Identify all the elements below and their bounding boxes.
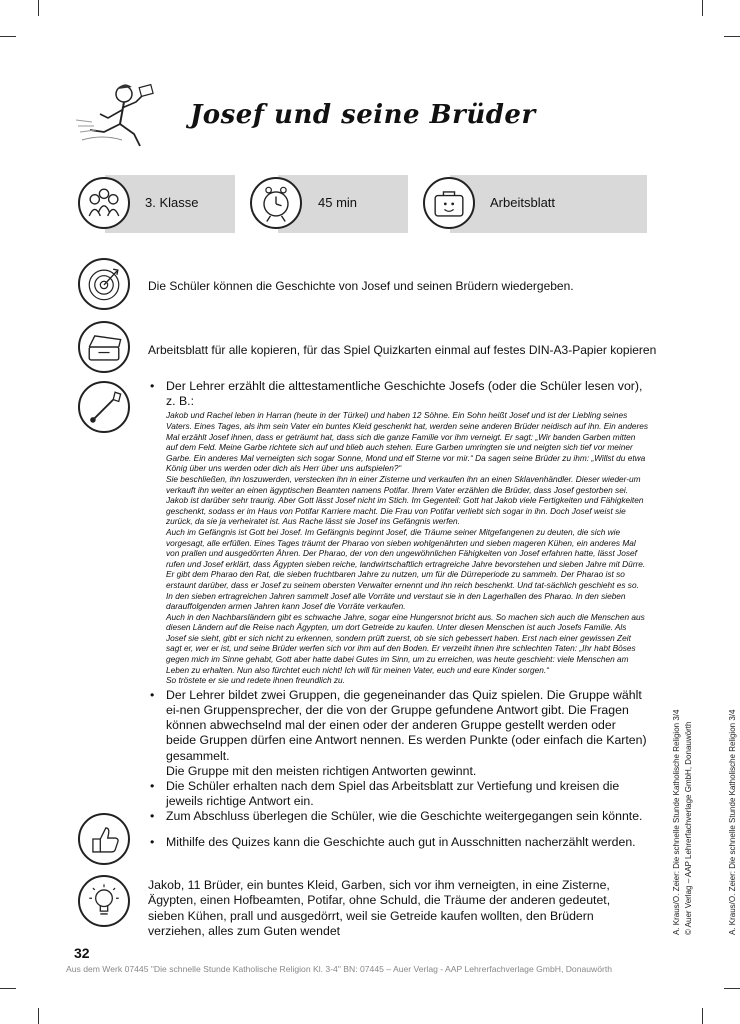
target-icon — [78, 258, 130, 310]
crop-mark — [38, 0, 39, 16]
side-credit-publisher: © Auer Verlag – AAP Lehrerfachverlage GmbH, Donauwörth — [684, 721, 693, 935]
open-case-icon — [78, 321, 130, 373]
story-paragraph: Auch in den Nachbarsländern gibt es schwache Jahre, sogar eine Hungersnot bricht aus. So machen sich auch die Menschen aus diesen Ländern auf die Reise nach Ägypten, um dort Getreide zu kaufen. Unter diesen Menschen ist auch Josefs Familie. Als Josef sie sieht, gibt er sich nicht zu erkennen, sondern prüft zuerst, ob sie sich gebessert haben. Erst nach einer gewissen Zeit sagt er, wer er ist, und seine Brüder werfen sich vor ihm auf den Boden. Er verzeiht ihnen ihre schlechten Taten: „Ihr habt Böses gegen mich im Sinne gehabt, Gott aber hatte dabei Gutes im Sinn, um zu erreichen, was heute geschieht: viele Menschen am Leben zu erhalten. Nun also fürchtet euch nicht! Ich will für meinen Vater, euch und eure Kinder sorgen.“ — [166, 611, 645, 675]
josef-story — [148, 410, 648, 685]
duration-label: 45 min — [318, 195, 358, 210]
procedure-step-2 — [148, 688, 648, 779]
thumbs-up-icon — [78, 813, 130, 865]
side-credit-outer: A. Kraus/O. Zeier: Die schnelle Stunde Katholische Religion 3/4 — [728, 709, 737, 935]
procedure-step-2-text: Der Lehrer bildet zwei Gruppen, die gegeneinander das Quiz spielen. Die Gruppe wählt ei-nen Gruppensprecher, der die von der Gruppe gefundene Antwort gibt. Die Fragen können abwechselnd mal der einen oder der anderen Gruppe gestellt werden oder beide Gruppen dürfen eine Antwort nennen. Es werden Punkte (oder einfach die Karten) gesammelt. — [166, 687, 647, 763]
story-paragraph: Auch im Gefängnis ist Gott bei Josef. Im Gefängnis beginnt Josef, die Träume seiner Mitgefangenen zu deuten, die sich wie vorgesagt, alle erfüllen. Eines Tages träumt der Pharao von sieben wohlgenährten und sieben mageren Kühen, ein anderes Mal von prallen und ausgedörrten Ähren. Der Pharao, der von den ungewöhnlichen Fähigkeiten von Josef erfahren hatte, lässt Josef rufen und Josef erklärt, dass Ägypten sieben reiche, landwirtschaftlich ertragreiche Jahre bevorstehen und sieben Jahre mit Dürre. Er gibt dem Pharao den Rat, die sieben fruchtbaren Jahre zu nutzen, um für die Dürreperiode zu sammeln. Der Pharao ist so erstaunt darüber, dass er Josef zu seinem obersten Verwalter ernennt und ihn reich beschenkt. Und tat-sächlich geschieht es so. In den sieben ertragreichen Jahren sammelt Josef alle Vorräte und verstaut sie in den Lagerhallen des Pharao. In den sieben darauffolgenden armen Jahren kann Josef die Vorräte verkaufen. — [166, 526, 646, 612]
procedure-step-3: • Die Schüler erhalten nach dem Spiel das Arbeitsblatt zur Vertiefung und kreisen die jeweils richtige Antwort ein. — [148, 779, 648, 809]
clock-icon — [250, 177, 302, 229]
crop-mark — [0, 36, 16, 37]
key-words: Jakob, 11 Brüder, ein buntes Kleid, Garben, sich vor ihm verneigten, in eine Zisterne, Ägypten, einen Hofbeamten, Potifar, ohne Schuld, die Träume der anderen gedeutet, sieben Kühen, prall und ausgedörrt, weil sie Getreide kaufen wollten, den Brüdern verziehen, alles zum Guten wendet — [148, 878, 611, 939]
page-title: Josef und seine Brüder — [190, 100, 536, 130]
grade-label: 3. Klasse — [145, 195, 199, 210]
procedure-step-1: • Der Lehrer erzählt die alttestamentliche Geschichte Josefs (oder die Schüler lesen vor), z. B.: — [148, 379, 648, 409]
crop-mark — [0, 988, 16, 989]
briefcase-icon — [423, 177, 475, 229]
story-paragraph: Jakob und Rachel leben in Harran (heute in der Türkei) und haben 12 Söhne. Ein Sohn heißt Josef und ist der Liebling seines Vaters. Eines Tages, als ihm sein Vater ein buntes Kleid geschenkt hat, werden seine anderen Brüder neidisch auf ihn. Ein anderes Mal erzählt Josef ihnen, dass er geträumt hat, dass sich die ganze Familie vor ihm verneigt. Er sagt: „Wir banden Garben mitten auf dem Feld. Meine Garbe richtete sich auf und blieb auch stehen. Eure Garben umringten sie und neigten sich tief vor meiner Garbe. Ein anderes Mal verneigten sich sogar Sonne, Mond und elf Sterne vor mir.“ Da sagen seine Brüder zu ihm: „Willst du etwa König über uns werden oder dich als Herr über uns aufspielen?“ — [166, 410, 648, 474]
crop-mark — [702, 0, 703, 16]
materials-text: Arbeitsblatt für alle kopieren, für das Spiel Quizkarten einmal auf festes DIN-A3-Papier kopieren — [148, 343, 657, 357]
children-icon — [78, 177, 130, 229]
material-box — [450, 175, 647, 233]
running-boy-illustration — [74, 80, 174, 154]
dart-icon — [78, 381, 130, 433]
procedure-step-4: • Zum Abschluss überlegen die Schüler, wie die Geschichte weitergegangen sein könnte. — [148, 809, 648, 824]
page-number: 32 — [74, 945, 90, 961]
footer-source: Aus dem Werk 07445 "Die schnelle Stunde Katholische Religion Kl. 3-4" BN: 07445 – Auer Verlag - AAP Lehrerfachverlage GmbH, Donauwörth — [66, 964, 613, 974]
procedure-step-2-extra: Die Gruppe mit den meisten richtigen Antworten gewinnt. — [166, 763, 477, 778]
procedure-section — [148, 379, 648, 825]
crop-mark — [38, 1008, 39, 1024]
crop-mark — [724, 36, 740, 37]
story-paragraph: So tröstete er sie und redete ihnen freundlich zu. — [166, 675, 345, 686]
side-credit-authors: A. Kraus/O. Zeier: Die schnelle Stunde Katholische Religion 3/4 — [672, 709, 681, 935]
crop-mark — [724, 988, 740, 989]
learning-goal: Die Schüler können die Geschichte von Josef und seinen Brüdern wiedergeben. — [148, 279, 574, 293]
tip-text: • Mithilfe des Quizes kann die Geschichte auch gut in Ausschnitten nacherzählt werden. — [148, 835, 666, 850]
material-label: Arbeitsblatt — [490, 195, 556, 210]
crop-mark — [702, 1008, 703, 1024]
story-paragraph: Sie beschließen, ihn loszuwerden, verstecken ihn in einer Zisterne und verkaufen ihn an einen Sklavenhändler. Dieser wieder-um verkauft ihn weiter an einen ägyptischen Beamten namens Potifar. Ihrem Vater erzählen die Brüder, dass Josef gestorben sei. Jakob ist darüber sehr traurig. Aber Gott lässt Josef nicht im Stich. Im Gegenteil: Gott hat Jakob viele Fertigkeiten und Fähigkeiten geschenkt, sodass er im Haus von Potifar Karriere macht. Die Frau von Potifar verliebt sich sogar in ihn. Doch Josef weist sie zurück, da sie ja verheiratet ist. Aus Rache lässt sie Josef ins Gefängnis werfen. — [166, 473, 644, 527]
lightbulb-icon — [78, 875, 130, 927]
